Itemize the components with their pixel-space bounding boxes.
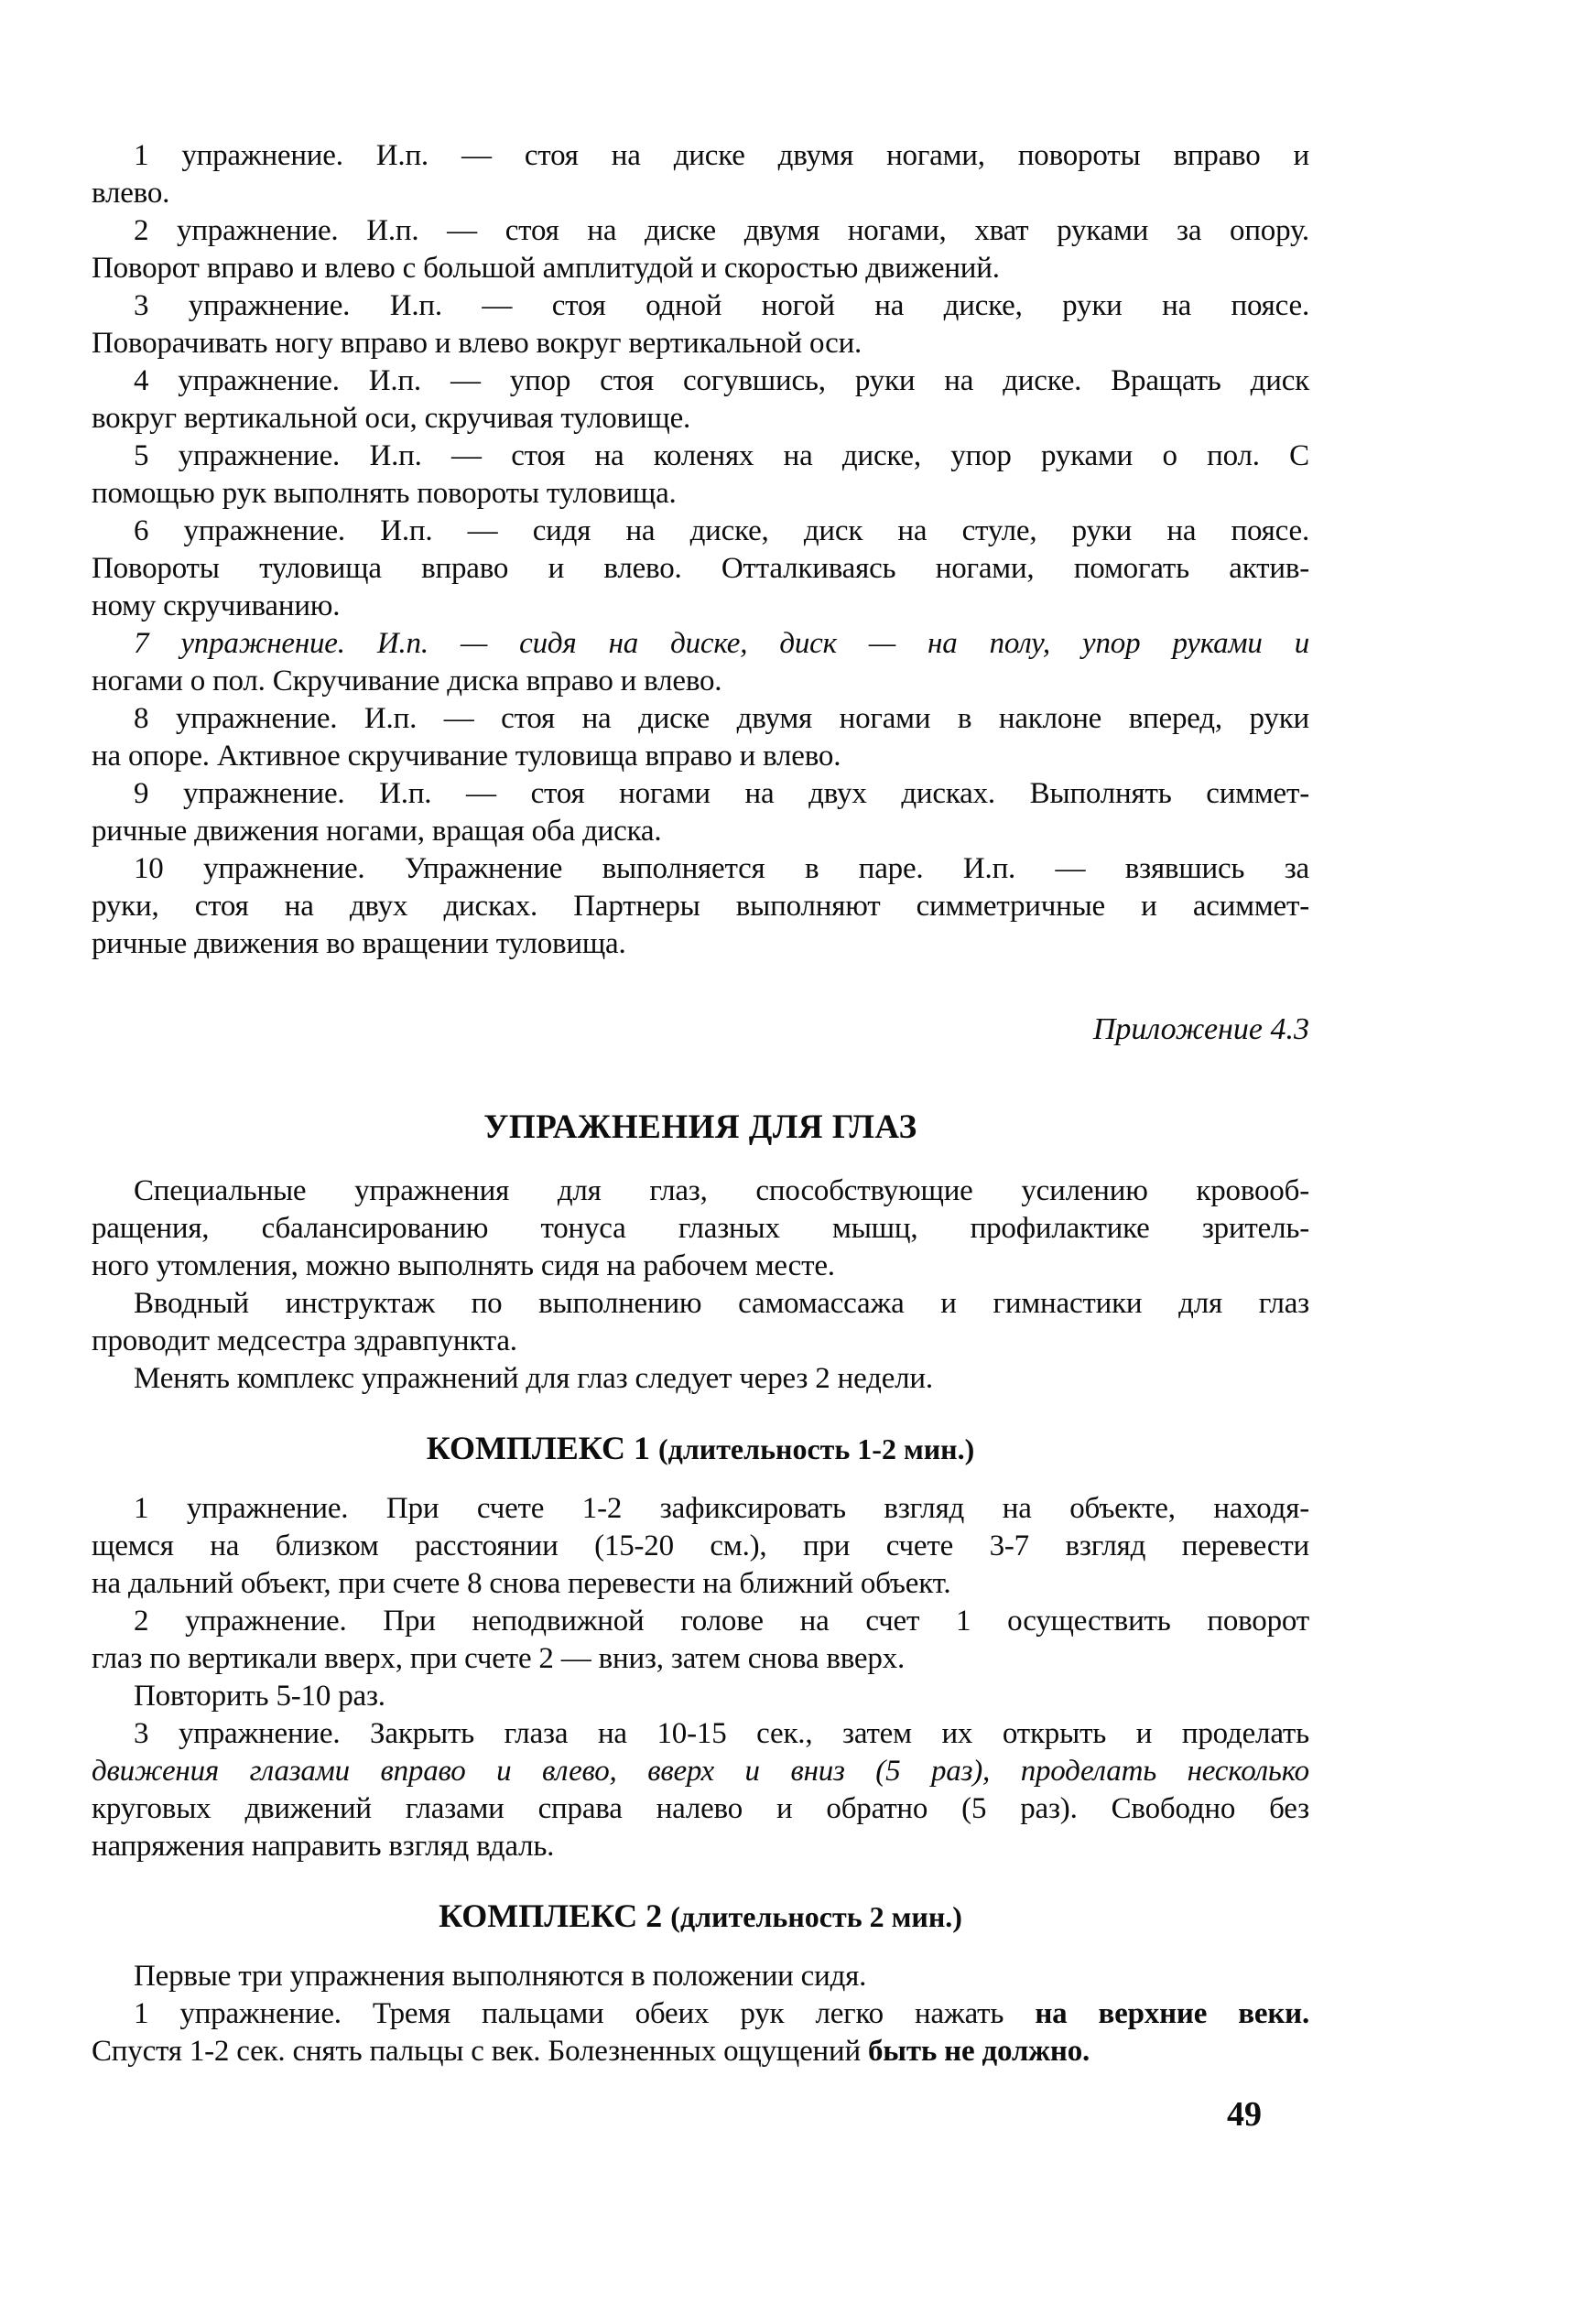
text-line xyxy=(92,663,1309,700)
text-run: Первые три упражнения выполняются в положении сидя. xyxy=(134,1960,867,1993)
paragraph xyxy=(92,438,1309,513)
text-line xyxy=(92,850,1309,888)
paragraph xyxy=(92,137,1309,212)
paragraph xyxy=(92,1490,1309,1603)
text-run: 4 упражнение. И.п. — упор стоя согувшись, руки на диске. Вращать диск xyxy=(134,364,1309,397)
text-line xyxy=(92,1210,1309,1248)
text-line xyxy=(92,1490,1309,1528)
text-line xyxy=(92,325,1309,362)
text-run: 2 упражнение. При неподвижной голове на счет 1 осуществить поворот xyxy=(134,1605,1309,1638)
text-run: круговых движений глазами справа налево и обратно (5 раз). Свободно без xyxy=(92,1792,1309,1825)
text-run: Повторить 5-10 раз. xyxy=(134,1680,385,1713)
text-line xyxy=(92,888,1309,925)
text-line xyxy=(92,1360,1309,1398)
text-line xyxy=(92,738,1309,775)
text-run: 3 упражнение. Закрыть глаза на 10-15 сек., затем их открыть и проделать xyxy=(134,1717,1309,1750)
text-line xyxy=(92,175,1309,212)
text-line xyxy=(92,1565,1309,1603)
paragraph xyxy=(92,362,1309,438)
text-line xyxy=(92,137,1309,175)
paragraph xyxy=(92,850,1309,963)
complex2-section xyxy=(92,1958,1309,2070)
text-run: напряжения направить взгляд вдаль. xyxy=(92,1830,555,1863)
text-run: Менять комплекс упражнений для глаз следует через 2 недели. xyxy=(134,1362,933,1395)
paragraph xyxy=(92,1995,1309,2070)
text-line xyxy=(92,1528,1309,1565)
text-line xyxy=(92,775,1309,813)
complex1-heading-name: КОМПЛЕКС 1 xyxy=(426,1430,658,1466)
bold-text-run: на верхние веки. xyxy=(1035,1997,1309,2030)
text-line xyxy=(92,1640,1309,1678)
text-line xyxy=(92,925,1309,963)
complex1-section xyxy=(92,1490,1309,1865)
text-line xyxy=(92,588,1309,625)
text-run: 6 упражнение. И.п. — сидя на диске, диск на стуле, руки на поясе. xyxy=(134,514,1309,547)
text-run: 1 упражнение. При счете 1-2 зафиксировать взгляд на объекте, находя- xyxy=(134,1492,1309,1525)
paragraph xyxy=(92,700,1309,775)
text-line xyxy=(92,212,1309,250)
eye-intro-section xyxy=(92,1173,1309,1398)
paragraph xyxy=(92,625,1309,700)
paragraph xyxy=(92,287,1309,362)
text-line xyxy=(92,513,1309,550)
text-run: 10 упражнение. Упражнение выполняется в паре. И.п. — взявшись за xyxy=(134,852,1309,885)
text-line xyxy=(92,700,1309,738)
bold-text-run: быть не должно. xyxy=(868,2035,1090,2068)
text-run: ногами о пол. Скручивание диска вправо и влево. xyxy=(92,665,722,697)
text-line xyxy=(92,1285,1309,1323)
disk-exercises-section xyxy=(92,137,1309,963)
text-line xyxy=(92,1790,1309,1828)
text-line xyxy=(92,1995,1309,2033)
text-line xyxy=(92,1828,1309,1865)
text-run: проводит медсестра здравпункта. xyxy=(92,1324,517,1357)
text-line xyxy=(92,1248,1309,1285)
text-line xyxy=(92,250,1309,287)
text-line xyxy=(92,1678,1309,1715)
text-line xyxy=(92,1753,1309,1790)
text-line xyxy=(92,362,1309,400)
text-run: на дальний объект, при счете 8 снова перевести на ближний объект. xyxy=(92,1567,951,1600)
complex1-heading xyxy=(92,1427,1309,1470)
complex2-heading-name: КОМПЛЕКС 2 xyxy=(439,1897,671,1934)
text-run: Специальные упражнения для глаз, способствующие усилению кровооб- xyxy=(134,1174,1309,1207)
text-run: 9 упражнение. И.п. — стоя ногами на двух дисках. Выполнять симмет- xyxy=(134,777,1309,810)
text-line xyxy=(92,625,1309,663)
text-run: ному скручиванию. xyxy=(92,589,341,622)
text-line xyxy=(92,813,1309,850)
paragraph xyxy=(92,1285,1309,1360)
text-line xyxy=(92,2033,1309,2070)
text-run: Спустя 1-2 сек. снять пальцы с век. Болезненных ощущений xyxy=(92,2035,868,2068)
complex1-heading-duration: (длительность 1-2 мин.) xyxy=(657,1432,975,1465)
text-run: Поворачивать ногу вправо и влево вокруг вертикальной оси. xyxy=(92,327,862,360)
text-run: глаз по вертикали вверх, при счете 2 — вниз, затем снова вверх. xyxy=(92,1642,906,1675)
paragraph xyxy=(92,1173,1309,1285)
paragraph xyxy=(92,1958,1309,1995)
paragraph xyxy=(92,513,1309,625)
text-run: Вводный инструктаж по выполнению самомассажа и гимнастики для глаз xyxy=(134,1287,1309,1320)
text-line xyxy=(92,1173,1309,1210)
text-line xyxy=(92,438,1309,475)
text-run: 5 упражнение. И.п. — стоя на коленях на диске, упор руками о пол. С xyxy=(134,439,1309,472)
text-run: помощью рук выполнять повороты туловища. xyxy=(92,477,677,510)
text-run: 2 упражнение. И.п. — стоя на диске двумя ногами, хват руками за опору. xyxy=(134,214,1309,247)
italic-text-run: движения глазами вправо и влево, вверх и вниз (5 раз), проделать несколько xyxy=(92,1755,1309,1788)
paragraph xyxy=(92,212,1309,287)
paragraph xyxy=(92,1603,1309,1678)
text-run: влево. xyxy=(92,177,170,210)
paragraph xyxy=(92,1678,1309,1715)
text-run: руки, стоя на двух дисках. Партнеры выполняют симметричные и асиммет- xyxy=(92,890,1309,923)
complex2-heading-duration: (длительность 2 мин.) xyxy=(670,1900,962,1933)
text-run: 1 упражнение. Тремя пальцами обеих рук легко нажать xyxy=(134,1997,1036,2030)
paragraph xyxy=(92,1715,1309,1865)
paragraph xyxy=(92,775,1309,850)
text-run: ращения, сбалансированию тонуса глазных мышц, профилактике зритель- xyxy=(92,1212,1309,1245)
text-run: на опоре. Активное скручивание туловища вправо и влево. xyxy=(92,740,841,773)
text-line xyxy=(92,550,1309,588)
text-run: вокруг вертикальной оси, скручивая туловище. xyxy=(92,402,691,435)
text-line xyxy=(92,1323,1309,1360)
italic-text-run: 7 упражнение. И.п. — сидя на диске, диск — на полу, упор руками и xyxy=(134,627,1309,660)
text-line xyxy=(92,1958,1309,1995)
text-run: ричные движения ногами, вращая оба диска. xyxy=(92,815,662,848)
text-run: щемся на близком расстоянии (15-20 см.), при счете 3-7 взгляд перевести xyxy=(92,1530,1309,1562)
text-run: 3 упражнение. И.п. — стоя одной ногой на диске, руки на поясе. xyxy=(134,289,1309,322)
text-run: Поворот вправо и влево с большой амплитудой и скоростью движений. xyxy=(92,252,1000,285)
text-run: ного утомления, можно выполнять сидя на рабочем месте. xyxy=(92,1249,835,1282)
text-run: Повороты туловища вправо и влево. Отталкиваясь ногами, помогать актив- xyxy=(92,552,1309,585)
appendix-label: Приложение 4.3 xyxy=(1092,1012,1309,1046)
text-run: 1 упражнение. И.п. — стоя на диске двумя ногами, повороты вправо и xyxy=(134,139,1309,172)
paragraph xyxy=(92,1360,1309,1398)
text-line xyxy=(92,1715,1309,1753)
eye-exercises-title: УПРАЖНЕНИЯ ДЛЯ ГЛАЗ xyxy=(483,1108,917,1146)
text-run: 8 упражнение. И.п. — стоя на диске двумя ногами в наклоне вперед, руки xyxy=(134,702,1309,735)
text-line xyxy=(92,400,1309,438)
text-line xyxy=(92,475,1309,513)
page-number: 49 xyxy=(1227,2095,1262,2134)
complex2-heading xyxy=(92,1895,1309,1938)
text-line xyxy=(92,1603,1309,1640)
text-run: ричные движения во вращении туловища. xyxy=(92,927,626,960)
text-line xyxy=(92,287,1309,325)
